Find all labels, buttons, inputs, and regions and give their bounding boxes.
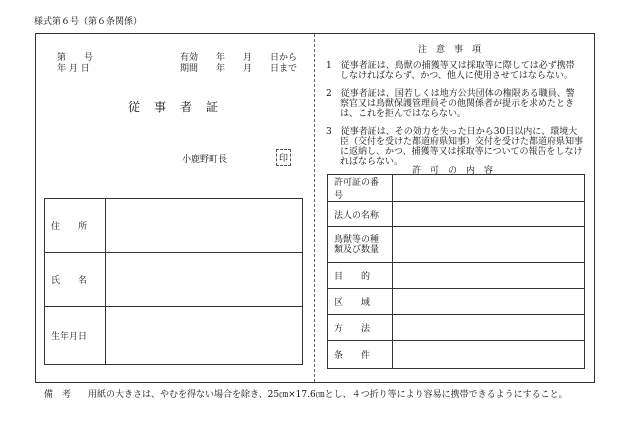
personal-row-address bbox=[45, 199, 303, 253]
footer-text: 用紙の大きさは、やむを得ない場合を除き、25㎝×17.6㎝とし、４つ折り等により容易に携帯できるようにすること。 bbox=[88, 390, 568, 400]
form-label: 様式第６号（第６条関係） bbox=[34, 17, 143, 27]
address-label: 住 所 bbox=[45, 199, 106, 253]
note-text: 従事者証は、鳥獣の捕獲等又は採取等に際しては必ず携帯 bbox=[340, 61, 575, 71]
permit-number-label: 許可証の番号 bbox=[328, 175, 393, 202]
permit-row bbox=[328, 202, 585, 227]
note-number: 1 bbox=[326, 61, 332, 71]
permit-row bbox=[328, 263, 585, 289]
footer-label: 備 考 bbox=[44, 390, 72, 400]
notes-list bbox=[326, 61, 583, 167]
number-label: 第 号 bbox=[57, 53, 94, 63]
permit-row bbox=[328, 175, 585, 202]
date-label: 年 月 日 bbox=[57, 64, 90, 74]
note-text: 察官又は鳥獣保護管理員その他関係者が提示を求めたとき bbox=[340, 99, 575, 109]
name-value[interactable] bbox=[106, 253, 303, 307]
personal-info-table bbox=[44, 198, 303, 365]
notes-title: 注 意 事 項 bbox=[418, 45, 482, 55]
validity-from: 有効 年 月 日から bbox=[180, 53, 298, 63]
birthdate-label: 生年月日 bbox=[45, 307, 106, 365]
note-2 bbox=[326, 89, 583, 99]
note-text: 従事者証は、その効力を失った日から30日以内に、環境大 bbox=[340, 127, 578, 137]
note-text: しなければならず、かつ、他人に使用させてはならない。 bbox=[340, 71, 573, 81]
permit-row bbox=[328, 227, 585, 263]
issuer-name: 小鹿野町長 bbox=[182, 155, 228, 165]
area-label: 区 域 bbox=[328, 289, 393, 315]
note-text: ればならない。 bbox=[340, 157, 404, 167]
birthdate-value[interactable] bbox=[106, 307, 303, 365]
name-label: 氏 名 bbox=[45, 253, 106, 307]
seal-mark: 印 bbox=[276, 149, 291, 166]
purpose-label: 目 的 bbox=[328, 263, 393, 289]
permit-number-value[interactable] bbox=[393, 175, 585, 202]
corporation-name-value[interactable] bbox=[393, 202, 585, 227]
certificate-title: 従事者証 bbox=[128, 100, 233, 114]
permit-row bbox=[328, 341, 585, 369]
note-3 bbox=[326, 127, 583, 137]
purpose-value[interactable] bbox=[393, 263, 585, 289]
species-quantity-label: 鳥獣等の種類及び数量 bbox=[328, 227, 393, 263]
fold-line bbox=[314, 34, 315, 382]
note-text: 従事者証は、国若しくは地方公共団体の権限ある職員、警 bbox=[340, 89, 575, 99]
permit-row bbox=[328, 289, 585, 315]
method-label: 方 法 bbox=[328, 315, 393, 341]
permit-title: 許 可 の 内 容 bbox=[412, 166, 494, 176]
conditions-label: 条 件 bbox=[328, 341, 393, 369]
address-value[interactable] bbox=[106, 199, 303, 253]
validity-until: 期間 年 月 日まで bbox=[180, 64, 298, 74]
corporation-name-label: 法人の名称 bbox=[328, 202, 393, 227]
note-number: 3 bbox=[326, 127, 332, 137]
permit-table bbox=[327, 174, 585, 369]
method-value[interactable] bbox=[393, 315, 585, 341]
area-value[interactable] bbox=[393, 289, 585, 315]
permit-row bbox=[328, 315, 585, 341]
personal-row-name bbox=[45, 253, 303, 307]
note-text: は、これを拒んではならない。 bbox=[340, 109, 467, 119]
note-number: 2 bbox=[326, 89, 332, 99]
note-text: 臣（交付を受けた都道府県知事）交付を受けた都道府県知事 bbox=[340, 137, 584, 147]
personal-row-birthdate bbox=[45, 307, 303, 365]
species-quantity-value[interactable] bbox=[393, 227, 585, 263]
note-1 bbox=[326, 61, 583, 71]
conditions-value[interactable] bbox=[393, 341, 585, 369]
note-text: に返納し、かつ、捕獲等又は採取等についての報告をしなけ bbox=[340, 147, 583, 157]
